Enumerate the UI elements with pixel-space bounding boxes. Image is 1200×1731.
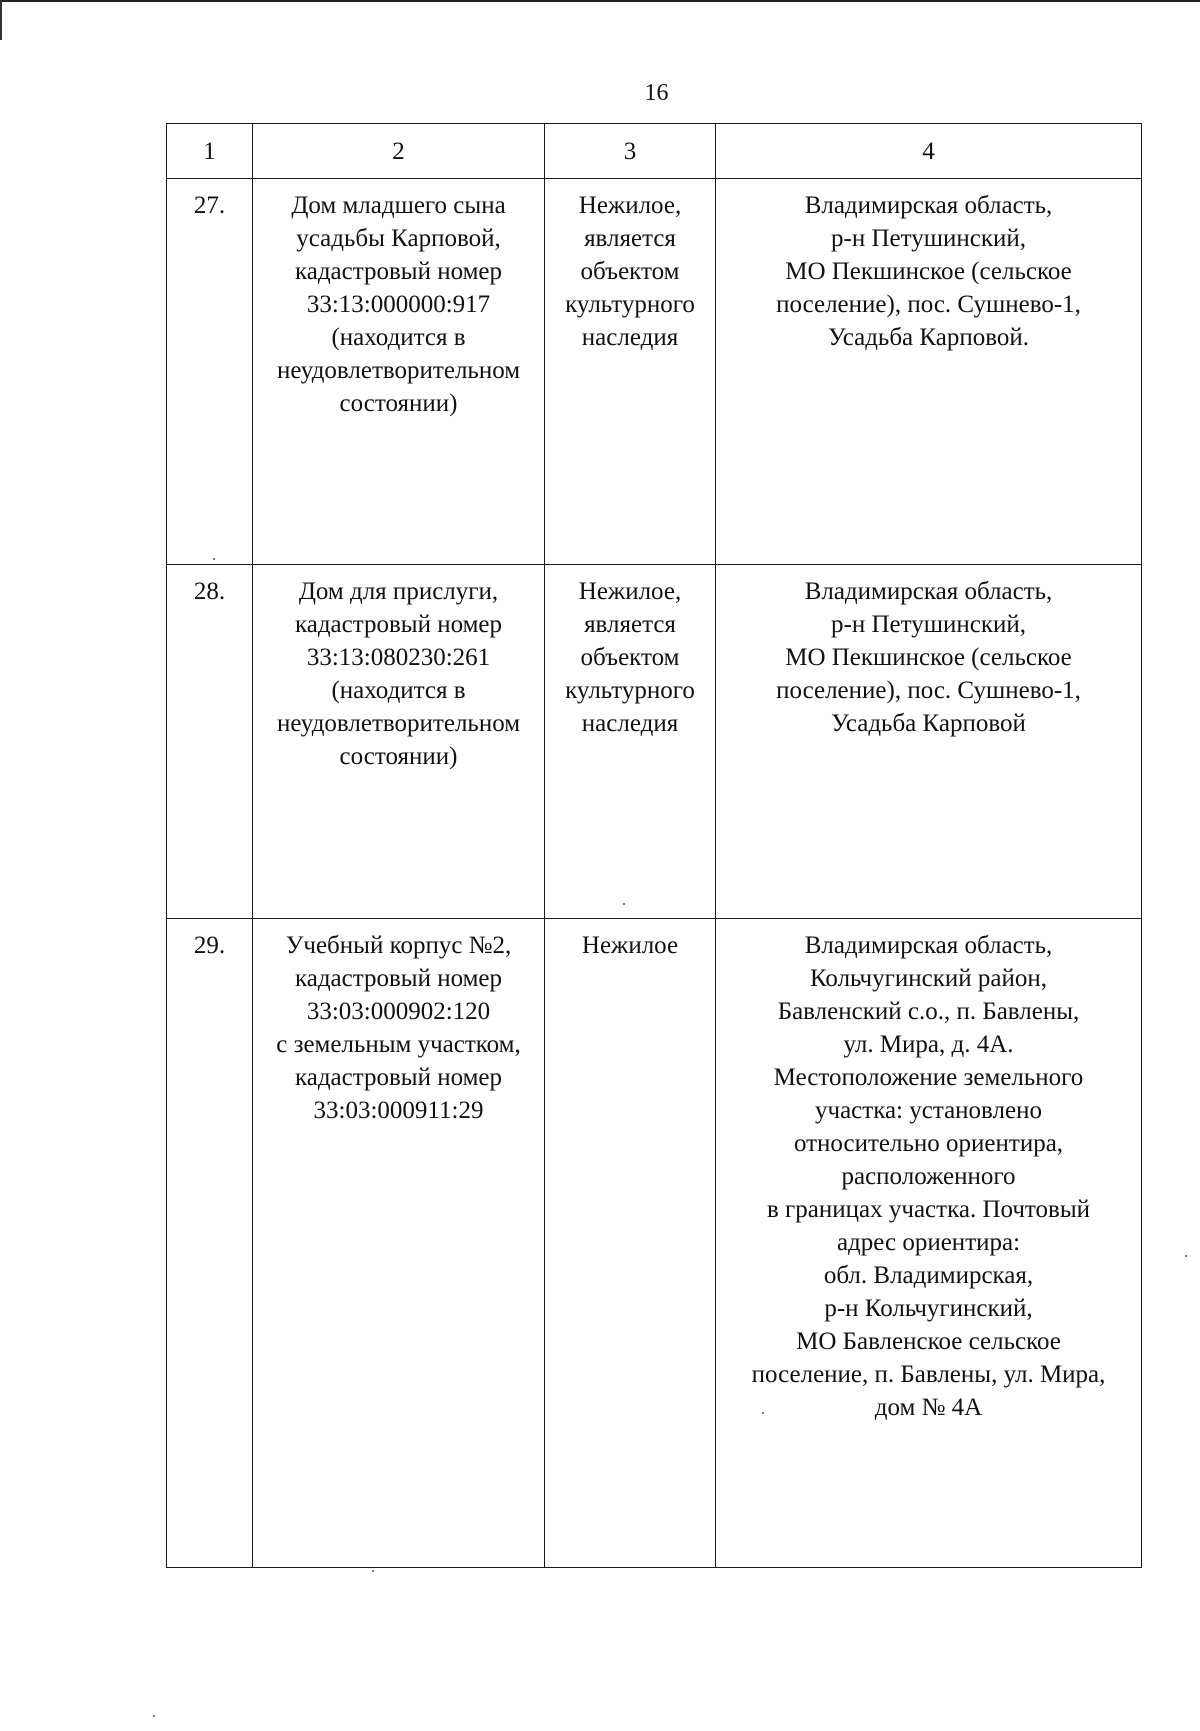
description-line: кадастровый номер <box>294 965 503 992</box>
object-description <box>253 565 545 919</box>
address-line: р-н Петушинский, <box>831 611 1026 638</box>
object-address <box>716 919 1142 1568</box>
page-number: 16 <box>644 80 669 106</box>
address-line: относительно ориентира, <box>793 1130 1064 1157</box>
address-line: поселение), пос. Сушнево-1, <box>776 291 1081 318</box>
table-row-29 <box>167 919 1142 1568</box>
address-line: поселение), пос. Сушнево-1, <box>776 677 1081 704</box>
address-line: адрес ориентира: <box>836 1229 1021 1256</box>
status-line: объектом <box>580 258 680 285</box>
description-line: неудовлетворительном <box>276 710 521 737</box>
description-line: кадастровый номер <box>294 258 503 285</box>
description-line: состоянии) <box>339 743 458 770</box>
object-description <box>253 919 545 1568</box>
object-status <box>545 565 716 919</box>
object-status <box>545 179 716 565</box>
status-line: культурного <box>565 677 695 704</box>
address-line: дом № 4А <box>874 1394 983 1421</box>
description-line: Дом для прислуги, <box>298 578 499 605</box>
status-line: культурного <box>565 291 695 318</box>
status-line: Нежилое, <box>578 192 682 219</box>
status-line: наследия <box>581 324 679 351</box>
property-table <box>166 123 1142 1568</box>
header-cell-2: 2 <box>253 124 545 179</box>
scan-speck <box>372 1570 374 1572</box>
address-line: обл. Владимирская, <box>823 1262 1034 1289</box>
status-line: является <box>584 611 676 638</box>
description-line: неудовлетворительном <box>276 357 521 384</box>
address-line: р-н Кольчугинский, <box>824 1295 1033 1322</box>
description-line: кадастровый номер <box>294 611 503 638</box>
address-line: МО Пекшинское (сельское <box>785 644 1072 671</box>
description-line: состоянии) <box>339 390 458 417</box>
address-line: МО Бавленское сельское <box>796 1328 1061 1355</box>
table-row-27 <box>167 179 1142 565</box>
address-line: ул. Мира, д. 4А. <box>843 1031 1014 1058</box>
address-line: расположенного <box>841 1163 1016 1190</box>
description-line: 33:13:080230:261 <box>306 644 491 671</box>
row-number: 27. <box>167 179 253 565</box>
address-line: Усадьба Карповой. <box>828 324 1029 351</box>
address-line: поселение, п. Бавлены, ул. Мира, <box>751 1361 1106 1388</box>
row-number: 28. <box>167 565 253 919</box>
description-line: усадьбы Карповой, <box>296 225 501 252</box>
status-line: Нежилое, <box>578 578 682 605</box>
description-line: с земельным участком, <box>276 1031 521 1058</box>
header-cell-3: 3 <box>545 124 716 179</box>
status-line: является <box>584 225 676 252</box>
address-line: МО Пекшинское (сельское <box>785 258 1072 285</box>
address-line: Бавленский с.о., п. Бавлены, <box>777 998 1080 1025</box>
address-line: участка: установлено <box>815 1097 1042 1124</box>
scan-edge-top <box>0 0 1200 2</box>
header-cell-1: 1 <box>167 124 253 179</box>
object-address <box>716 179 1142 565</box>
table-header-row <box>167 124 1142 179</box>
description-line: Дом младшего сына <box>291 192 506 219</box>
scan-speck <box>623 903 625 905</box>
address-line: Местоположение земельного <box>773 1064 1084 1091</box>
description-line: Учебный корпус №2, <box>285 932 512 959</box>
status-line: наследия <box>581 710 679 737</box>
description-line: (находится в <box>331 677 466 704</box>
description-line: 33:03:000911:29 <box>313 1097 484 1124</box>
object-description <box>253 179 545 565</box>
scan-speck <box>213 558 215 560</box>
description-line: кадастровый номер <box>294 1064 503 1091</box>
address-line: в границах участка. Почтовый <box>767 1196 1090 1223</box>
description-line: 33:13:000000:917 <box>306 291 491 318</box>
address-line: Владимирская область, <box>804 932 1053 959</box>
status-line: Нежилое <box>581 932 679 959</box>
address-line: Владимирская область, <box>804 192 1053 219</box>
scan-speck <box>1185 1255 1187 1257</box>
address-line: Кольчугинский район, <box>809 965 1047 992</box>
scan-edge-left <box>0 0 2 40</box>
description-line: (находится в <box>331 324 466 351</box>
scan-speck <box>153 1715 155 1717</box>
address-line: Усадьба Карповой <box>831 710 1026 737</box>
scan-speck <box>762 1412 764 1414</box>
object-status <box>545 919 716 1568</box>
status-line: объектом <box>580 644 680 671</box>
header-cell-4: 4 <box>716 124 1142 179</box>
address-line: Владимирская область, <box>804 578 1053 605</box>
table-row-28 <box>167 565 1142 919</box>
description-line: 33:03:000902:120 <box>306 998 491 1025</box>
address-line: р-н Петушинский, <box>831 225 1026 252</box>
row-number: 29. <box>167 919 253 1568</box>
object-address <box>716 565 1142 919</box>
